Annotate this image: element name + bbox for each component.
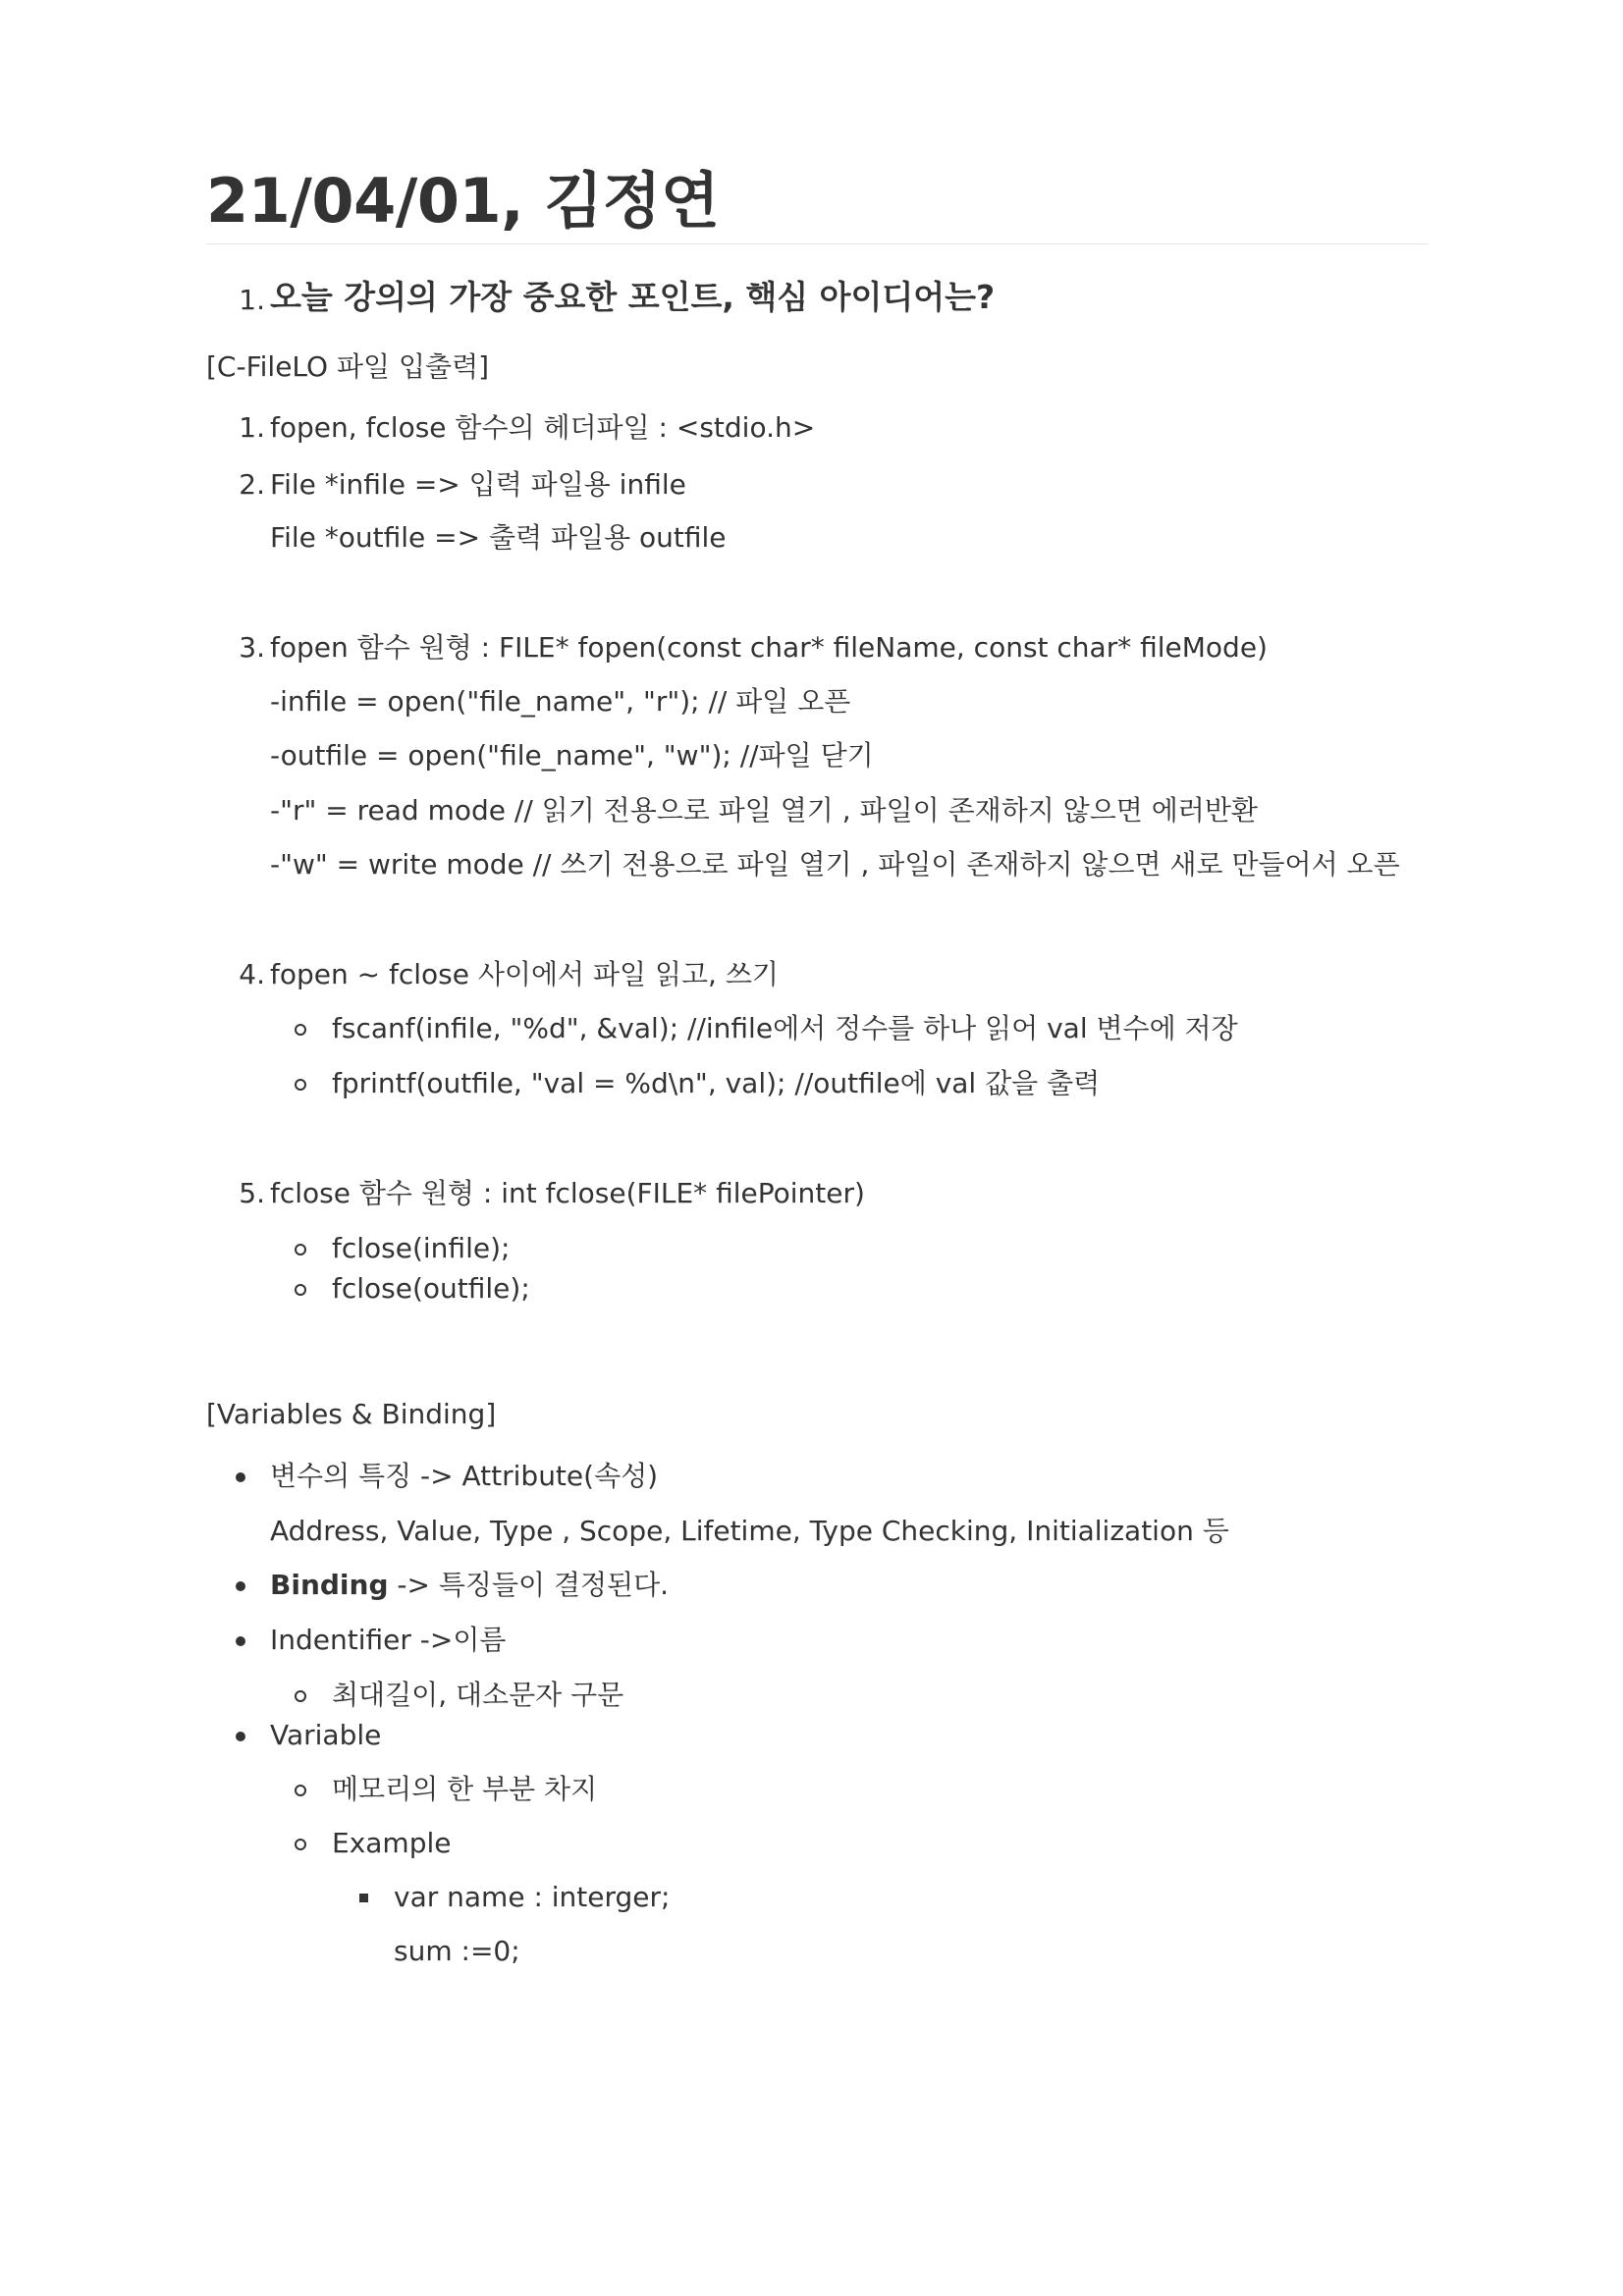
square-bullet-icon — [359, 1894, 368, 1902]
item1-text: fopen, fclose 함수의 헤더파일 : <stdio.h> — [270, 411, 816, 444]
circle-bullet-icon — [295, 1284, 306, 1296]
circle-bullet-icon — [295, 1839, 306, 1850]
disc-bullet-icon — [236, 1472, 245, 1482]
item2-text-cont: File *outfile => 출력 파일용 outfile — [270, 521, 727, 554]
item5-number: 5. — [239, 1177, 265, 1209]
circle-bullet-icon — [295, 1079, 306, 1091]
disc-bullet-icon — [236, 1581, 245, 1591]
item5-text: fclose 함수 원형 : int fclose(FILE* filePointer) — [270, 1177, 865, 1209]
bullet3-sub: 최대길이, 대소문자 구문 — [332, 1679, 624, 1711]
bullet4-sub-3: var name : interger; — [394, 1881, 671, 1913]
bullet1-cont: Address, Value, Type , Scope, Lifetime, Type Checking, Initialization 등 — [270, 1515, 1229, 1547]
item2-number: 2. — [239, 468, 265, 501]
item3-number: 3. — [239, 631, 265, 664]
bullet2-text — [270, 1568, 669, 1603]
bullet4-sub-1: 메모리의 한 부분 차지 — [332, 1773, 598, 1805]
item4-sub-2: fprintf(outfile, "val = %d\n", val); //outfile에 val 값을 출력 — [332, 1067, 1101, 1099]
item3-line-3: -outfile = open("file_name", "w"); //파일 닫기 — [270, 739, 874, 772]
question-number: 1. — [239, 284, 265, 316]
page-title: 21/04/01, 김정연 — [206, 165, 720, 237]
section2-header: [Variables & Binding] — [206, 1398, 497, 1430]
item3-line-5: -"w" = write mode // 쓰기 전용으로 파일 열기 , 파일이 존재하지 않으면 새로 만들어서 오픈 — [270, 848, 1400, 881]
bullet4-sub-3-cont: sum :=0; — [394, 1935, 520, 1967]
item5-sub-1: fclose(infile); — [332, 1232, 511, 1264]
item3-line-2: -infile = open("file_name", "r"); // 파일 오픈 — [270, 685, 851, 718]
item3-line-4: -"r" = read mode // 읽기 전용으로 파일 열기 , 파일이 존재하지 않으면 에러반환 — [270, 794, 1258, 827]
section1-header: [C-FileLO 파일 입출력] — [206, 350, 490, 383]
circle-bullet-icon — [295, 1690, 306, 1702]
question-heading: 오늘 강의의 가장 중요한 포인트, 핵심 아이디어는? — [270, 278, 996, 316]
binding-desc: -> 특징들이 결정된다. — [388, 1569, 670, 1601]
disc-bullet-icon — [236, 1732, 245, 1741]
binding-term: Binding — [270, 1569, 389, 1601]
bullet1-text: 변수의 특징 -> Attribute(속성) — [270, 1460, 659, 1492]
circle-bullet-icon — [295, 1024, 306, 1036]
bullet4-text: Variable — [270, 1719, 382, 1751]
item2-text: File *infile => 입력 파일용 infile — [270, 468, 686, 501]
circle-bullet-icon — [295, 1244, 306, 1255]
bullet3-text: Indentifier ->이름 — [270, 1624, 507, 1656]
disc-bullet-icon — [236, 1636, 245, 1646]
title-divider — [206, 243, 1429, 244]
circle-bullet-icon — [295, 1785, 306, 1796]
item3-text: fopen 함수 원형 : FILE* fopen(const char* fileName, const char* fileMode) — [270, 631, 1268, 664]
item4-number: 4. — [239, 958, 265, 990]
item4-text: fopen ~ fclose 사이에서 파일 읽고, 쓰기 — [270, 958, 779, 990]
item5-sub-2: fclose(outfile); — [332, 1272, 530, 1305]
item4-sub-1: fscanf(infile, "%d", &val); //infile에서 정수를 하나 읽어 val 변수에 저장 — [332, 1012, 1238, 1044]
bullet4-sub-2: Example — [332, 1827, 452, 1859]
item1-number: 1. — [239, 411, 265, 444]
